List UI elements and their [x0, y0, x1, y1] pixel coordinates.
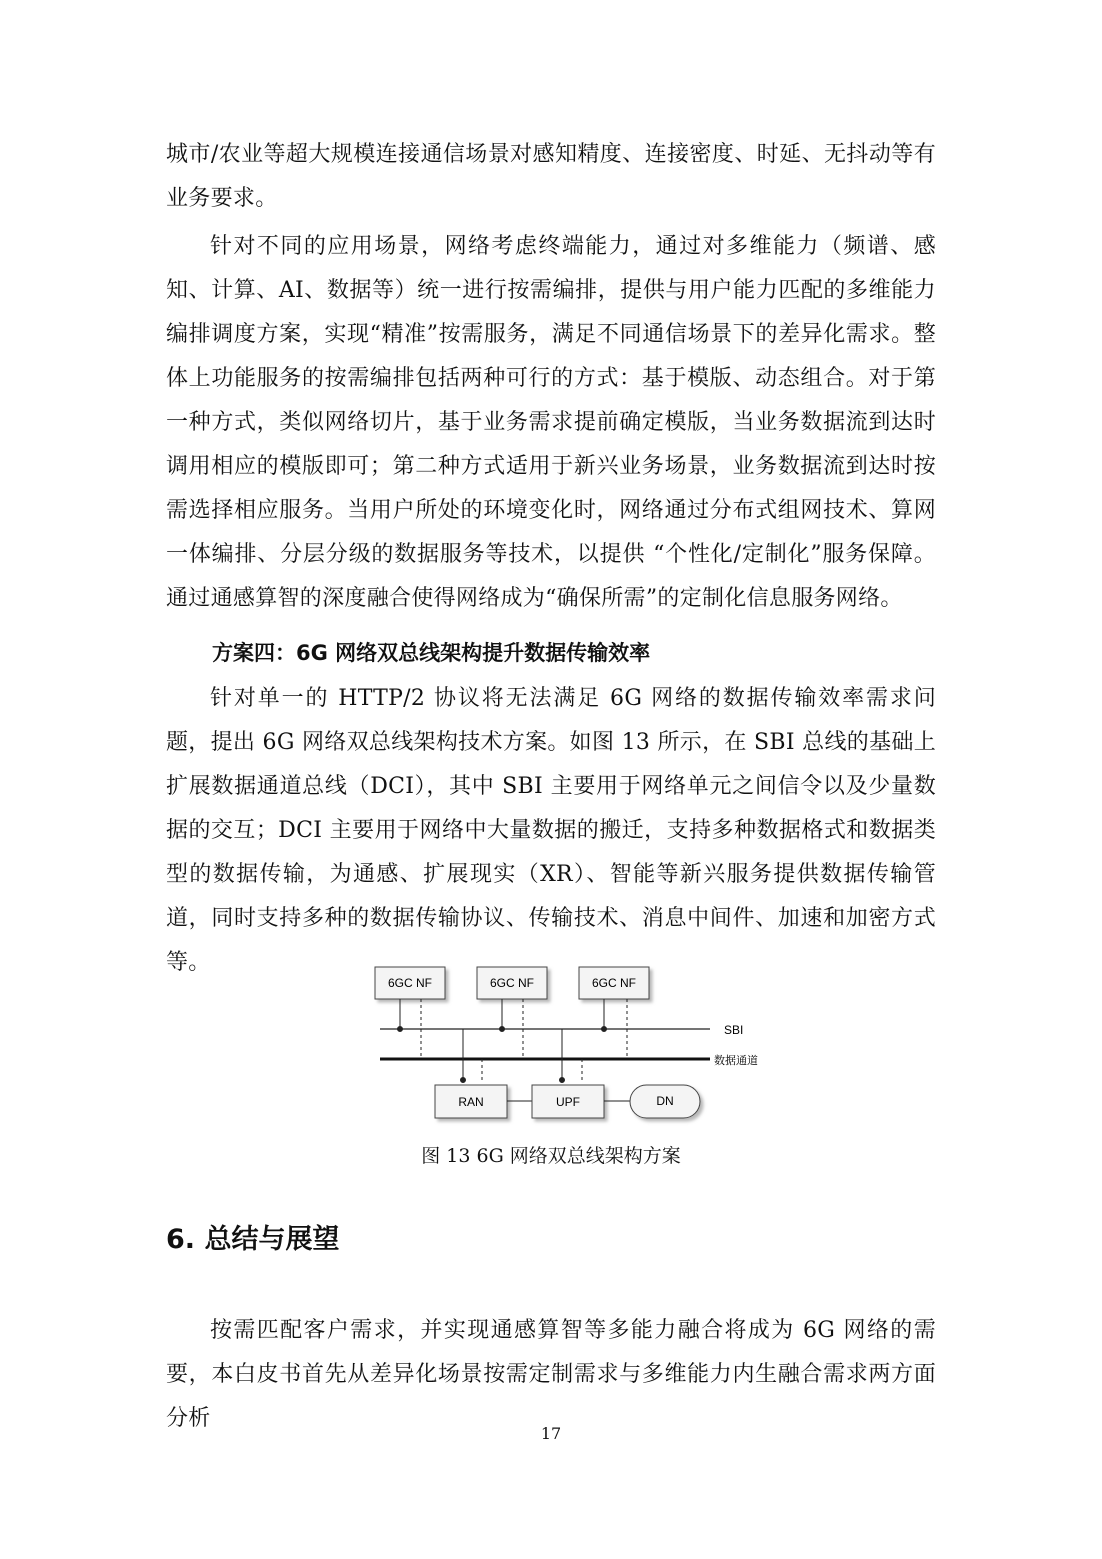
paragraph-continued: 城市/农业等超大规模连接通信场景对感知精度、连接密度、时延、无抖动等有业务要求。	[166, 142, 936, 211]
section-heading-summary: 6. 总结与展望	[166, 1224, 340, 1255]
figure-caption: 图 13 6G 网络双总线架构方案	[421, 1145, 681, 1167]
nf-box-3-label: 6GC NF	[591, 976, 637, 990]
sbi-bus-label: SBI	[724, 1023, 744, 1037]
dn-node	[630, 1085, 700, 1118]
paragraph-orchestration: 针对不同的应用场景，网络考虑终端能力，通过对多维能力（频谱、感知、计算、AI、数据等）统一进行按需编排，提供与用户能力匹配的多维能力编排调度方案，实现“精准”按需服务，满足不同通信场景下的差异化需求。整体上功能服务的按需编排包括两种可行的方式：基于模版、动态组合。对于第一种方式，类似网络切片，基于业务需求提前确定模版，当业务数据流到达时调用相应的模版即可；第二种方式适用于新兴业务场景，业务数据流到达时按需选择相应服务。当用户所处的环境变化时，网络通过分布式组网技术、算网一体编排、分层分级的数据服务等技术，以提供 “个性化/定制化”服务保障。通过通感算智的深度融合使得网络成为“确保所需”的定制化信息服务网络。	[166, 234, 936, 611]
paragraph-summary: 按需匹配客户需求，并实现通感算智等多能力融合将成为 6G 网络的需要，本白皮书首先从差异化场景按需定制需求与多维能力内生融合需求两方面分析	[166, 1318, 936, 1431]
page-number: 17	[540, 1424, 562, 1443]
nf-box-1	[375, 967, 445, 999]
nf-box-2-label: 6GC NF	[489, 976, 535, 990]
ran-upf-connectors	[461, 1029, 583, 1083]
upf-box-label: UPF	[556, 1095, 580, 1109]
nf-box-1-label: 6GC NF	[387, 976, 433, 990]
paragraph-dual-bus: 针对单一的 HTTP/2 协议将无法满足 6G 网络的数据传输效率需求问题，提出 6G 网络双总线架构技术方案。如图 13 所示，在 SBI 总线的基础上扩展数据通道总线（DCI），其中 SBI 主要用于网络单元之间信令以及少量数据的交互；DCI 主要用于网络中大量数据的搬迁，支持多种数据格式和数据类型的数据传输，为通感、扩展现实（XR）、智能等新兴服务提供数据传输管道，同时支持多种的数据传输协议、传输技术、消息中间件、加速和加密方式等。	[166, 686, 936, 975]
data-channel-bus-label: 数据通道	[714, 1055, 758, 1067]
nf-box-3	[579, 967, 649, 999]
ran-box	[435, 1085, 507, 1118]
upf-box	[532, 1085, 604, 1118]
subheading-scheme-four: 方案四：6G 网络双总线架构提升数据传输效率	[212, 641, 651, 665]
dual-bus-architecture-diagram	[360, 955, 780, 1140]
ran-box-label: RAN	[458, 1095, 484, 1109]
dn-node-label: DN	[656, 1094, 674, 1108]
nf-box-2	[477, 967, 547, 999]
